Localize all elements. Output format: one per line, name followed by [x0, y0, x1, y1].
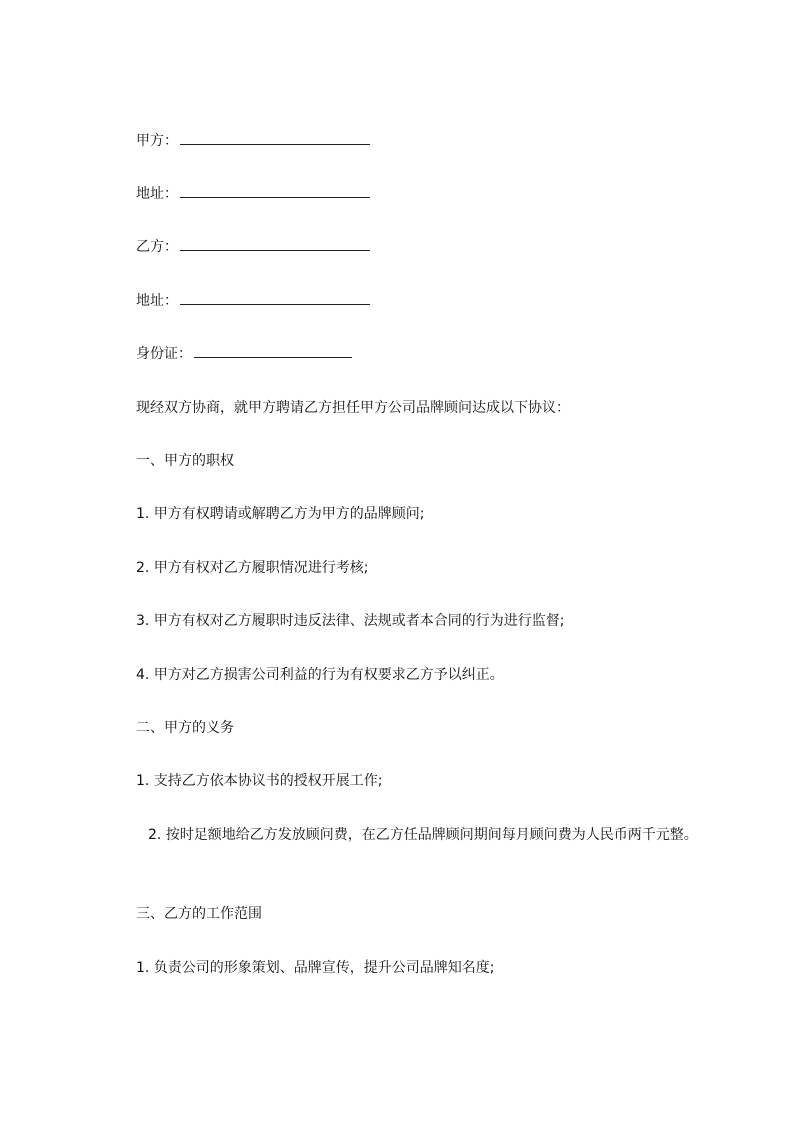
- party-b-address-blank[interactable]: [180, 291, 370, 305]
- id-card-blank[interactable]: [194, 344, 352, 358]
- party-a-blank[interactable]: [180, 131, 370, 145]
- party-a-address-blank[interactable]: [180, 184, 370, 198]
- party-b-address-field: [136, 291, 370, 311]
- section-2-heading: 二、甲方的义务: [136, 720, 234, 736]
- section-1-heading: 一、甲方的职权: [136, 453, 234, 469]
- id-card-label: 身份证：: [136, 346, 192, 362]
- party-a-address-field: [136, 184, 370, 204]
- section-3-item: 1. 负责公司的形象策划、品牌宣传，提升公司品牌知名度;: [136, 960, 495, 976]
- party-b-field: [136, 237, 370, 257]
- section-1-item: 3. 甲方有权对乙方履职时违反法律、法规或者本合同的行为进行监督;: [136, 613, 565, 629]
- party-a-field: [136, 131, 370, 151]
- party-a-label: 甲方：: [136, 133, 178, 149]
- party-a-address-label: 地址：: [136, 186, 178, 202]
- section-2-item: 1. 支持乙方依本协议书的授权开展工作;: [136, 773, 383, 789]
- section-2-item: 2. 按时足额地给乙方发放顾问费，在乙方任品牌顾问期间每月顾问费为人民币两千元整。: [148, 827, 698, 843]
- section-1-item: 1. 甲方有权聘请或解聘乙方为甲方的品牌顾问;: [136, 506, 425, 522]
- intro-paragraph: 现经双方协商，就甲方聘请乙方担任甲方公司品牌顾问达成以下协议：: [136, 400, 570, 416]
- party-b-label: 乙方：: [136, 239, 178, 255]
- party-b-blank[interactable]: [180, 237, 370, 251]
- section-3-heading: 三、乙方的工作范围: [136, 906, 262, 922]
- id-card-field: [136, 344, 352, 364]
- section-1-item: 4. 甲方对乙方损害公司利益的行为有权要求乙方予以纠正。: [136, 667, 504, 683]
- section-1-item: 2. 甲方有权对乙方履职情况进行考核;: [136, 560, 369, 576]
- party-b-address-label: 地址：: [136, 293, 178, 309]
